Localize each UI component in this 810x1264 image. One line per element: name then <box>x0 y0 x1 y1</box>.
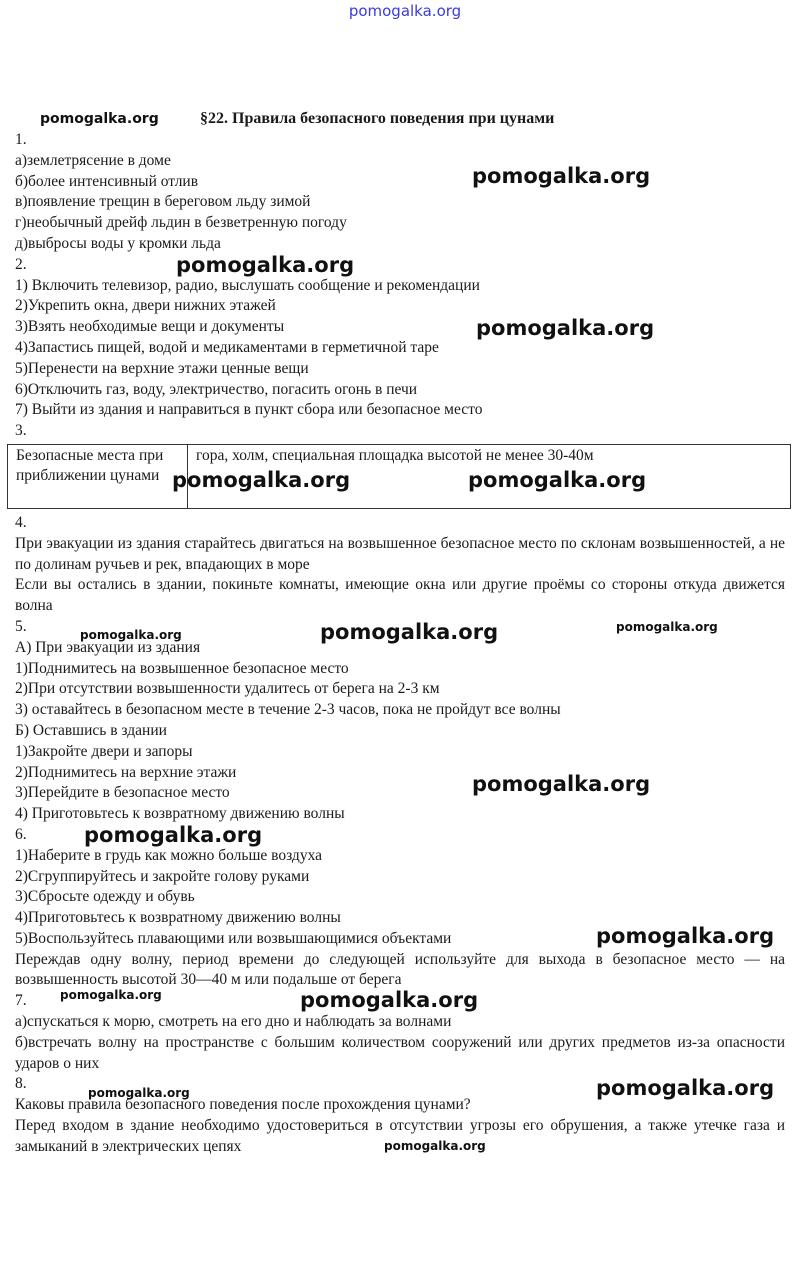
table-row <box>8 444 791 508</box>
answer-paragraph: Перед входом в здание необходимо удостовериться в отсутствии угрозы его обрушения, а также утечке газа и замыканий в электрических цепях <box>15 1117 785 1155</box>
watermark: pomogalka.org <box>300 988 479 1012</box>
answer-paragraph: б)встречать волну на пространстве с большим количеством сооружений или других предметов из-за опасности ударов о них <box>15 1033 785 1072</box>
answer-line: 2)Поднимитесь на верхние этажи <box>15 763 237 781</box>
answer-line: б)более интенсивный отлив <box>15 172 199 190</box>
section-number: 7. <box>15 992 27 1010</box>
answer-line: 6)Отключить газ, воду, электричество, погасить огонь в печи <box>15 380 418 398</box>
section-number: 2. <box>15 255 27 273</box>
answer-line: 3)Сбросьте одежду и обувь <box>15 888 195 906</box>
section-number: 6. <box>15 825 27 843</box>
answer-line: г)необычный дрейф льдин в безветренную погоду <box>15 214 347 232</box>
answer-paragraph: Переждав одну волну, период времени до следующей используйте для выхода в безопасное место — на возвышенность высотой 30—40 м или подальше от берега <box>15 950 785 989</box>
answer-line: 2)Укрепить окна, двери нижних этажей <box>15 297 276 315</box>
answer-paragraph: а)спускаться к морю, смотреть на его дно и наблюдать за волнами <box>15 1013 452 1031</box>
answer-line: 2)Сгруппируйтесь и закройте голову руками <box>15 867 310 885</box>
watermark: pomogalka.org <box>172 468 351 492</box>
table-label-cell: Безопасные места при приближении цунами <box>8 444 188 508</box>
watermark: pomogalka.org <box>320 620 499 644</box>
answer-paragraph: Каковы правила безопасного поведения после прохождения цунами? <box>15 1096 471 1114</box>
answer-line: 5)Перенести на верхние этажи ценные вещи <box>15 359 309 377</box>
answer-paragraph: Если вы остались в здании, покиньте комнаты, имеющие окна или другие проёмы со стороны откуда движется волна <box>15 576 785 615</box>
safe-places-table <box>7 444 791 509</box>
watermark: pomogalka.org <box>384 1139 486 1153</box>
watermark: pomogalka.org <box>80 628 182 642</box>
page-title: §22. Правила безопасного поведения при цунами <box>200 110 555 127</box>
answer-line: д)выбросы воды у кромки льда <box>15 234 221 252</box>
watermark: pomogalka.org <box>472 772 651 796</box>
answer-line: 1) Включить телевизор, радио, выслушать сообщение и рекомендации <box>15 276 480 294</box>
watermark: pomogalka.org <box>472 164 651 188</box>
watermark: pomogalka.org <box>596 1076 775 1100</box>
answer-line: в)появление трещин в береговом льду зимой <box>15 193 311 211</box>
watermark: pomogalka.org <box>60 988 162 1002</box>
watermark: pomogalka.org <box>596 924 775 948</box>
answer-paragraph: При эвакуации из здания старайтесь двигаться на возвышенное безопасное место по склонам возвышенностей, а не по долинам ручьев и рек, впадающих в море <box>15 534 785 573</box>
answer-line: А) При эвакуации из здания <box>15 638 201 656</box>
answer-line: 7) Выйти из здания и направиться в пункт сбора или безопасное место <box>15 401 483 419</box>
section-number: 8. <box>15 1075 27 1093</box>
answer-line: 1)Наберите в грудь как можно больше воздуха <box>15 846 322 864</box>
answer-line: 3) оставайтесь в безопасном месте в течение 2-3 часов, пока не пройдут все волны <box>15 701 561 719</box>
answer-line: 4)Запастись пищей, водой и медикаментами в герметичной таре <box>15 338 439 356</box>
watermark: pomogalka.org <box>88 1086 190 1100</box>
section-number: 3. <box>15 422 27 440</box>
answer-line: 1)Поднимитесь на возвышенное безопасное место <box>15 659 349 677</box>
answer-line: 4) Приготовьтесь к возвратному движению волны <box>15 805 345 823</box>
answer-line: 3)Взять необходимые вещи и документы <box>15 318 285 336</box>
watermark: pomogalka.org <box>616 620 718 634</box>
section-number: 5. <box>15 617 27 635</box>
answer-line: Б) Оставшись в здании <box>15 721 167 739</box>
watermark: pomogalka.org <box>176 253 355 277</box>
answer-line: 5)Воспользуйтесь плавающими или возвышающимися объектами <box>15 929 452 947</box>
answer-line: 2)При отсутствии возвышенности удалитесь от берега на 2-3 км <box>15 680 440 698</box>
watermark: pomogalka.org <box>40 111 159 127</box>
site-header-watermark: pomogalka.org <box>348 2 462 20</box>
answer-line: 3)Перейдите в безопасное место <box>15 784 230 802</box>
section-number: 4. <box>15 513 27 531</box>
answer-line: а)землетрясение в доме <box>15 151 171 169</box>
answer-line: 1)Закройте двери и запоры <box>15 742 193 760</box>
watermark: pomogalka.org <box>84 823 263 847</box>
watermark: pomogalka.org <box>468 468 647 492</box>
watermark: pomogalka.org <box>476 316 655 340</box>
answer-line: 4)Приготовьтесь к возвратному движению волны <box>15 909 341 927</box>
section-number: 1. <box>15 131 27 148</box>
table-value-cell: гора, холм, специальная площадка высотой не менее 30-40м <box>188 444 791 508</box>
